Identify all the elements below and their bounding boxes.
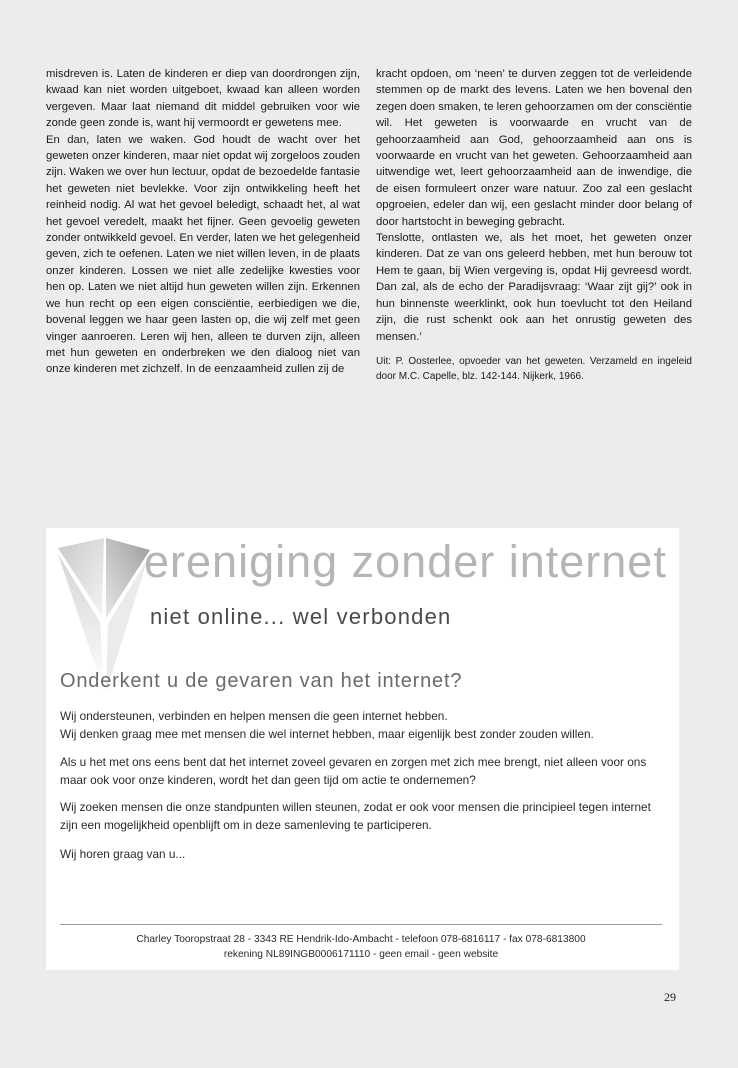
article-right-column xyxy=(376,66,692,384)
article-left-column xyxy=(46,66,360,378)
ad-paragraph: Als u het met ons eens bent dat het internet zoveel gevaren en zorgen met zich mee brengt, niet alleen voor ons maar ook voor onze kinderen, wordt het dan geen tijd om actie te ondernemen? xyxy=(60,755,647,787)
ad-contact-address: Charley Tooropstraat 28 - 3343 RE Hendrik-Ido-Ambacht - telefoon 078-6816117 - fax 078-6813800 xyxy=(136,934,586,945)
ad-heading: Onderkent u de gevaren van het internet? xyxy=(60,670,463,692)
article-source: Uit: P. Oosterlee, opvoeder van het geweten. Verzameld en ingeleid door M.C. Capelle, blz. 142-144. Nijkerk, 1966. xyxy=(376,355,692,382)
ad-paragraph: Wij zoeken mensen die onze standpunten willen steunen, zodat er ook voor mensen die principieel tegen internet zijn een mogelijkheid openblijft om in deze samenleving te participeren. xyxy=(60,800,651,832)
article-paragraph: Tenslotte, ontlasten we, als het moet, het geweten onzer kinderen. Dat ze van ons geleerd hebben, met hun berouw tot Hem te gaan, bij Wien vergeving is, opdat Hij gevreesd wordt. Dan zal, als de echo der Paradijsvraag: ‘Waar zijt gij?’ ook in hun binnenste weerklinkt, ook hun toevlucht tot den Heiland zijn, die rust schenkt ook aan het onrustig geweten des mensen.’ xyxy=(376,232,692,343)
article-paragraph: En dan, laten we waken. God houdt de wacht over het geweten onzer kinderen, maar niet opdat wij zorgeloos zouden zijn. Waken we over hun lectuur, opdat de bezoedelde fantasie het geweten niet bevlekke. Voor zijn ontwikkeling heeft het reinheid nodig. Al wat het gevoel beledigt, schaadt het, al wat het gevoel veredelt, maakt het fijner. Geen gevoelig geweten zonder ontwikkeld gevoel. En verder, laten we het gelegenheid geven, zich te oefenen. Laten we niet willen leven, in de plaats onzer kinderen. Lossen we niet alle zedelijke kwesties voor hen op. Laten we niet altijd hun geweten willen zijn. Erkennen we hun recht op een eigen consciëntie, eerbiedigen we die, bovenal leggen we haar geen lasten op, die wij zelf met geen vinger aanroeren. Leren wij hen, alleen te durven zijn, alleen met hun geweten en onderbreken we den dialoog niet van onze kinderen met zichzelf. In de eenzaamheid zullen zij de xyxy=(46,133,360,376)
ad-contact-account: rekening NL89INGB0006171110 - geen email - geen website xyxy=(223,949,499,960)
ad-paragraph: Wij ondersteunen, verbinden en helpen mensen die geen internet hebben. Wij denken graag mee met mensen die wel internet hebben, maar eigenlijk best zonder zouden willen. xyxy=(60,709,594,741)
advertisement xyxy=(46,528,679,970)
organization-name: ereniging zonder internet xyxy=(144,536,667,587)
ad-divider xyxy=(60,924,662,925)
organization-tagline: niet online... wel verbonden xyxy=(150,604,452,629)
page-number: 29 xyxy=(664,990,676,1004)
ad-paragraph: Wij horen graag van u... xyxy=(60,847,186,861)
article-paragraph: kracht opdoen, om ‘neen’ te durven zeggen tot de verleidende stemmen op de markt des levens. Laten we hen bovenal den zegen doen smaken, te leren gehoorzamen om der consciëntie wil. Het geweten is voorwaarde en vrucht van de gehoorzaamheid aan God, gehoorzaamheid aan ons is voorwaarde en vrucht van het geweten. Gehoorzaamheid aan uitwendige wet, leert gehoorzaamheid aan de inwendige, die de eisen formuleert onzer ware natuur. Zoo zal een geslacht opgroeien, edeler dan wij, een geslacht minder door belang of door hartstocht in beweging gebracht. xyxy=(376,68,692,228)
article-paragraph: misdreven is. Laten de kinderen er diep van doordrongen zijn, kwaad kan niet worden uitgeboet, kwaad kan alleen worden vergeven. Maar laat niemand dit middel gebruiken voor wie zonde geen zonde is, want hij vermoordt er gewetens mee. xyxy=(46,68,360,130)
